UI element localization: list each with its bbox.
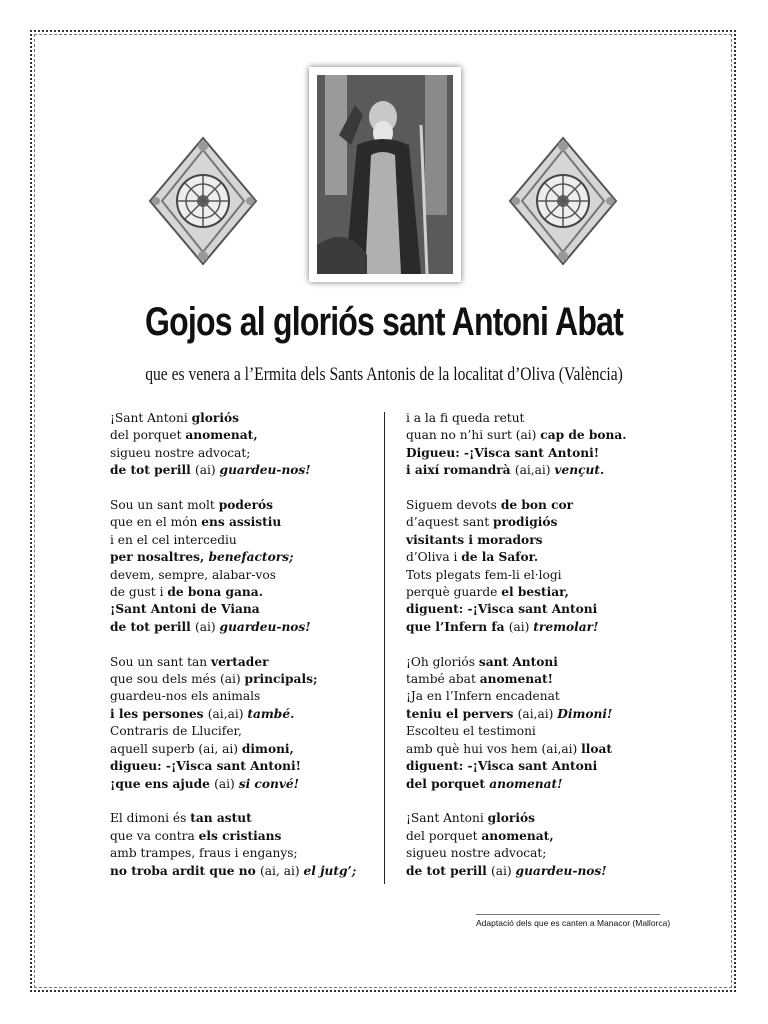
verse-text: vençut.	[554, 463, 605, 478]
verse-text: d’Oliva i	[406, 550, 462, 565]
verse-text: ens assistiu	[201, 515, 282, 530]
verse-text: anomenat,	[185, 428, 258, 443]
verse-text: (ai)	[194, 619, 220, 634]
verse-line	[406, 741, 686, 758]
verse-text: que va contra	[110, 828, 199, 843]
verse-text: ¡Sant Antoni de Viana	[110, 602, 260, 617]
verse-text: i les persones	[110, 706, 208, 721]
verse-text: Dimoni!	[557, 706, 613, 721]
verse-text: guardeu-nos!	[219, 619, 311, 634]
verse-text: del porquet	[110, 428, 186, 443]
verse-text: de la Safor.	[461, 550, 539, 565]
verse-line	[110, 688, 380, 705]
verse-line	[406, 671, 686, 688]
verse-line	[110, 654, 380, 671]
floral-ornament-left-icon	[148, 136, 258, 266]
verse-line	[406, 706, 686, 723]
verse-text: El dimoni és	[110, 811, 191, 826]
verse-text: quan no n’hi surt (ai)	[406, 428, 541, 443]
verse-text: ¡Sant Antoni	[110, 411, 192, 425]
stanza	[110, 410, 380, 480]
verse-line	[110, 427, 380, 444]
verse-text: (ai)	[194, 463, 220, 478]
verse-text: els cristians	[198, 828, 282, 843]
verse-text: del porquet	[406, 828, 482, 843]
column-divider	[384, 412, 385, 884]
verse-text: devem, sempre, alabar-vos	[110, 567, 276, 582]
verse-text: Sou un sant tan	[110, 654, 212, 669]
verse-text: (ai)	[214, 776, 239, 791]
verse-text: Tots plegats fem-li el·logi	[406, 567, 562, 582]
verse-line	[110, 514, 380, 531]
verse-line	[110, 497, 380, 514]
verse-text: si convé!	[238, 776, 300, 791]
verse-text: anomenat,	[481, 828, 554, 843]
verse-line	[406, 828, 686, 845]
verse-text: de tot perill	[406, 863, 491, 878]
verse-text: prodigiós	[492, 515, 558, 530]
stanza	[406, 654, 686, 793]
verse-text: gloriós	[191, 411, 239, 425]
verse-text: Siguem devots	[406, 498, 501, 513]
verse-text: sant Antoni	[478, 654, 558, 669]
verse-text: que l’Infern fa	[406, 619, 509, 634]
verse-text: i així romandrà	[406, 463, 515, 478]
verse-text: el bestiar,	[501, 585, 569, 600]
verse-text: de bon cor	[500, 498, 574, 513]
verse-text: anomenat!	[479, 672, 553, 687]
verse-line	[406, 584, 686, 601]
verse-text: i en el cel intercediu	[110, 532, 237, 547]
page-title: Gojos al gloriós sant Antoni Abat	[145, 300, 623, 344]
credit-note: Adaptació dels que es canten a Manacor (Mallorca)	[476, 918, 671, 928]
verse-text: no troba ardit que no	[110, 863, 261, 878]
verse-text: també abat	[406, 672, 480, 687]
verse-line	[406, 445, 686, 462]
verse-text: (ai)	[508, 619, 534, 634]
verse-text: que en el món	[110, 515, 202, 530]
verse-line	[406, 497, 686, 514]
verse-text: també.	[247, 706, 295, 721]
verse-text: ¡Ja en l’Infern encadenat	[406, 689, 560, 704]
verse-line	[406, 688, 686, 705]
verse-line	[110, 723, 380, 740]
verse-text: Escolteu el testimoni	[406, 724, 536, 739]
verse-text: el jutg’;	[303, 863, 357, 878]
verse-line	[110, 410, 380, 427]
verse-line	[110, 758, 380, 775]
verse-text: tremolar!	[533, 619, 599, 634]
verse-text: de tot perill	[110, 619, 195, 634]
verse-column-right	[406, 410, 686, 897]
verse-line	[406, 601, 686, 618]
verse-text: cap de bona.	[540, 428, 627, 443]
verse-text: anomenat!	[489, 776, 563, 791]
verse-text: de gust i	[110, 585, 168, 600]
verse-line	[110, 706, 380, 723]
verse-line	[110, 828, 380, 845]
verse-text: ¡que ens ajude	[110, 776, 215, 791]
verse-text: gloriós	[487, 811, 535, 826]
verse-line	[406, 514, 686, 531]
verse-line	[406, 410, 686, 427]
verse-text: guardeu-nos els animals	[110, 689, 261, 704]
verse-line	[406, 619, 686, 636]
verse-line	[406, 549, 686, 566]
verse-text: aquell superb (ai, ai)	[110, 741, 242, 756]
verse-line	[110, 549, 380, 566]
verse-column-left	[110, 410, 380, 897]
verse-text: guardeu-nos!	[515, 863, 607, 878]
verse-text: (ai, ai)	[260, 863, 304, 878]
verse-line	[406, 532, 686, 549]
verse-text: ¡Sant Antoni	[406, 811, 488, 826]
verse-line	[406, 654, 686, 671]
verse-line	[110, 445, 380, 462]
verse-line	[406, 810, 686, 827]
verse-text: amb trampes, fraus i enganys;	[110, 846, 298, 861]
verse-line	[110, 845, 380, 862]
verse-text: Contraris de Llucifer,	[110, 724, 242, 739]
verse-text: (ai)	[490, 863, 516, 878]
verse-text: digueu: -¡Visca sant Antoni!	[110, 759, 302, 774]
verse-text: dimoni,	[241, 741, 294, 756]
stanza	[110, 810, 380, 880]
verse-line	[110, 863, 380, 880]
verse-text: sigueu nostre advocat;	[406, 846, 547, 861]
verse-text: i a la fi queda retut	[406, 411, 525, 425]
verse-text: ¡Oh gloriós	[406, 654, 479, 669]
verse-line	[406, 758, 686, 775]
credit-rule	[476, 914, 660, 915]
verse-line	[110, 462, 380, 479]
verse-text: perquè guarde	[406, 585, 502, 600]
verse-text: de tot perill	[110, 463, 195, 478]
verse-text: (ai,ai)	[514, 463, 555, 478]
verse-text: principals;	[244, 672, 318, 687]
verse-line	[110, 567, 380, 584]
verse-text: de bona gana.	[167, 585, 263, 600]
verse-line	[110, 601, 380, 618]
verse-text: benefactors;	[208, 550, 294, 565]
stanza	[110, 654, 380, 793]
verse-line	[406, 845, 686, 862]
verse-text: sigueu nostre advocat;	[110, 445, 251, 460]
verse-text: vertader	[211, 654, 269, 669]
verse-line	[110, 532, 380, 549]
stanza	[406, 410, 686, 480]
verse-line	[406, 427, 686, 444]
verse-text: diguent: -¡Visca sant Antoni	[406, 602, 598, 617]
verse-text: tan astut	[190, 811, 252, 826]
verse-line	[406, 776, 686, 793]
verse-line	[406, 567, 686, 584]
verse-text: per nosaltres,	[110, 550, 209, 565]
stanza	[110, 497, 380, 636]
verse-text: Digueu: -¡Visca sant Antoni!	[406, 445, 600, 460]
verse-text: (ai,ai)	[207, 706, 248, 721]
verse-text: visitants i moradors	[406, 532, 543, 547]
saint-antoni-photo	[309, 67, 461, 282]
verse-line	[110, 741, 380, 758]
verse-line	[110, 671, 380, 688]
verse-text: teniu el pervers	[406, 706, 518, 721]
floral-ornament-right-icon	[508, 136, 618, 266]
verse-text: que sou dels més (ai)	[110, 672, 245, 687]
page-subtitle: que es venera a l’Ermita dels Sants Antonis de la localitat d’Oliva (València)	[145, 364, 623, 385]
verse-line	[110, 810, 380, 827]
verse-text: amb què hui vos hem (ai,ai)	[406, 741, 582, 756]
verse-line	[406, 723, 686, 740]
verse-text: guardeu-nos!	[219, 463, 311, 478]
verse-text: poderós	[218, 498, 274, 513]
verse-text: Sou un sant molt	[110, 498, 219, 513]
stanza	[406, 497, 686, 636]
verse-text: del porquet	[406, 776, 490, 791]
verse-text: (ai,ai)	[517, 706, 558, 721]
verse-line	[110, 584, 380, 601]
stanza	[406, 810, 686, 880]
verse-text: d’aquest sant	[406, 515, 493, 530]
verse-line	[110, 619, 380, 636]
verse-line	[110, 776, 380, 793]
verse-line	[406, 863, 686, 880]
verse-line	[406, 462, 686, 479]
verse-text: diguent: -¡Visca sant Antoni	[406, 759, 598, 774]
verse-text: lloat	[581, 741, 613, 756]
